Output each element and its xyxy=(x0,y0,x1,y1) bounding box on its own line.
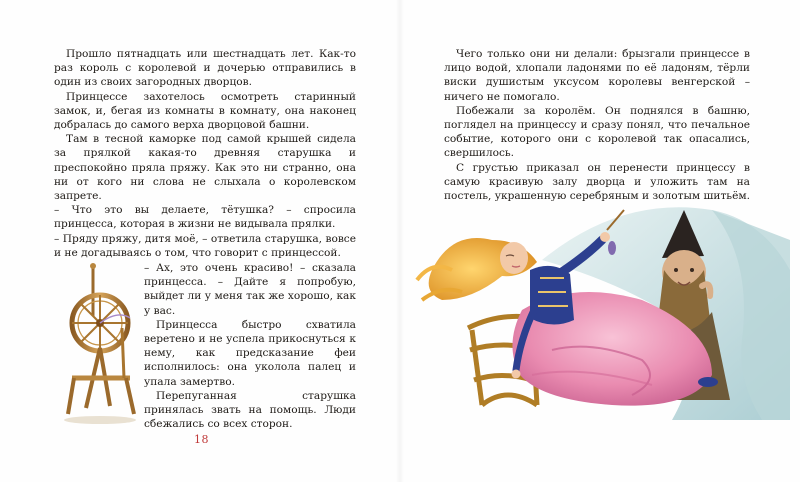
page-number: 18 xyxy=(194,433,209,446)
paragraph: Там в тесной каморке под самой крышей сидела за прялкой какая-то древняя старушка и преспокойно пряла пряжу. Как это ни странно, она ни от кого ни слова не слыхала о королевском запрете. xyxy=(54,133,356,203)
dialogue-paragraph: – Ах, это очень красиво! – сказала принцесса. – Дайте я попробую, выйдет ли у меня так же хорошо, как у вас. xyxy=(144,262,356,317)
paragraph: Побежали за королём. Он поднялся в башню, поглядел на принцессу и сразу понял, что печальное событие, которого они с королевой так опасались, свершилось. xyxy=(444,104,750,160)
fainted-princess-illustration xyxy=(412,200,790,420)
paragraph: Чего только они ни делали: брызгали принцессе в лицо водой, хлопали ладонями по её ладоням, тёрли виски душистым уксусом королевы венгерской – ничего не помогало. xyxy=(444,48,750,103)
dialogue-paragraph: – Пряду пряжу, дитя моё, – ответила старушка, вовсе и не догадываясь о том, что говорит с принцессой. xyxy=(54,232,356,259)
paragraph: Принцесса быстро схватила веретено и не успела прикоснуться к нему, как предсказание феи исполнилось: она уколола палец и упала замертво. xyxy=(144,318,356,388)
paragraph: Принцессе захотелось осмотреть старинный замок, и, бегая из комнаты в комнату, она наконец добралась до самого верха дворцовой башни. xyxy=(54,90,356,132)
paragraph: Прошло пятнадцать или шестнадцать лет. Как-то раз король с королевой и дочерью отправились в один из своих загородных дворцов. xyxy=(54,48,356,89)
left-page-narrow-text xyxy=(144,261,356,431)
left-page-text xyxy=(54,47,356,260)
left-page xyxy=(0,0,398,482)
right-page-text xyxy=(444,47,750,203)
right-page xyxy=(402,0,800,482)
paragraph: С грустью приказал он перенести принцессу в самую красивую залу дворца и уложить там на постель, украшенную серебряным и золотым шитьём. xyxy=(444,161,750,203)
spinning-wheel-icon xyxy=(60,258,142,428)
paragraph: Перепуганная старушка принялась звать на помощь. Люди сбежались со всех сторон. xyxy=(144,389,356,431)
dialogue-paragraph: – Что это вы делаете, тётушка? – спросила принцесса, которая в жизни не видывала прялки. xyxy=(54,204,356,231)
